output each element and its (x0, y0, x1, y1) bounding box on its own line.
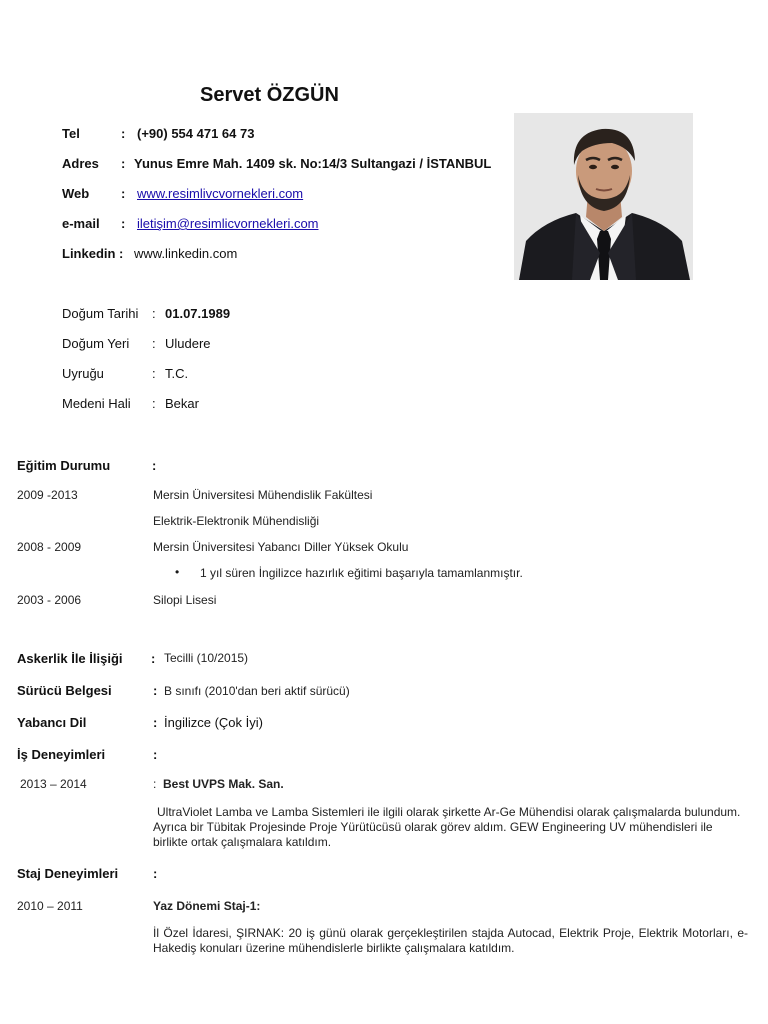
language-label: Yabancı Dil (17, 715, 87, 730)
contact-tel-value: (+90) 554 471 64 73 (137, 126, 255, 141)
education-years-2: 2008 - 2009 (17, 540, 82, 554)
language-value: İngilizce (Çok İyi) (164, 715, 263, 730)
internship-label: Staj Deneyimleri (17, 866, 119, 881)
experience-label: İş Deneyimleri (17, 747, 106, 762)
education-heading: Eğitim Durumu (17, 458, 111, 473)
birth-place-label: Doğum Yeri (62, 336, 130, 351)
contact-linkedin-label: Linkedin : (62, 246, 124, 261)
education-colon: : (152, 458, 157, 473)
web-link[interactable]: www.resimlivcvornekleri.com (137, 186, 304, 201)
education-years-1: 2009 -2013 (17, 488, 78, 502)
language-colon: : (153, 715, 158, 730)
education-school-1: Mersin Üniversitesi Mühendislik Fakültesi (153, 488, 373, 502)
military-value: Tecilli (10/2015) (164, 651, 249, 665)
nationality-label: Uyruğu (62, 366, 104, 381)
photo-eye-right (611, 165, 619, 169)
profile-photo-illustration (514, 113, 693, 280)
contact-email-label: e-mail (62, 216, 100, 231)
contact-address-label: Adres (62, 156, 99, 171)
bullet-icon: • (175, 565, 180, 579)
birth-date-label: Doğum Tarihi (62, 306, 139, 321)
marital-status-colon: : (152, 396, 156, 411)
internship-title: Yaz Dönemi Staj-1: (153, 899, 261, 913)
military-colon: : (151, 651, 156, 666)
birth-date-value: 01.07.1989 (165, 306, 231, 321)
cv-name: Servet ÖZGÜN (200, 84, 339, 106)
contact-email-colon: : (121, 216, 126, 231)
birth-place-colon: : (152, 336, 156, 351)
internship-description: İl Özel İdaresi, ŞIRNAK: 20 iş günü olarak gerçekleştirilen stajda Autocad, Elektrik Proje, Elektrik Motorları, e-Hakediş konuları üzerine mühendislerle birlikte çalışmalara katıldım. (153, 926, 748, 955)
marital-status-value: Bekar (165, 396, 199, 411)
education-school-3: Silopi Lisesi (153, 593, 217, 607)
birth-date-colon: : (152, 306, 156, 321)
driving-license-value: B sınıfı (2010'dan beri aktif sürücü) (164, 684, 350, 698)
photo-eye-left (589, 165, 597, 169)
nationality-colon: : (152, 366, 156, 381)
internship-colon: : (153, 866, 158, 881)
driving-license-colon: : (153, 683, 158, 698)
experience-description: UltraViolet Lamba ve Lamba Sistemleri ile ilgili olarak şirkette Ar-Ge Mühendisi olarak çalışmalarda bulundum. Ayrıca bir Tübitak Projesinde Proje Yürütücüsü olarak görev aldım. GEW Engineering UV mühendisleri ile birlikte ortak çalışmalara katıldım. (153, 805, 741, 849)
contact-web-label: Web (62, 186, 90, 201)
education-bullet-text: 1 yıl süren İngilizce hazırlık eğitimi başarıyla tamamlanmıştır. (200, 566, 523, 580)
experience-company-colon: : (153, 777, 157, 791)
education-years-3: 2003 - 2006 (17, 593, 82, 607)
contact-web-colon: : (121, 186, 126, 201)
nationality-value: T.C. (165, 366, 189, 381)
driving-license-label: Sürücü Belgesi (17, 683, 112, 698)
education-department-1: Elektrik-Elektronik Mühendisliği (153, 514, 320, 528)
marital-status-label: Medeni Hali (62, 396, 131, 411)
experience-years: 2013 – 2014 (20, 777, 87, 791)
experience-colon: : (153, 747, 158, 762)
contact-address-colon: : (121, 156, 126, 171)
profile-photo (514, 113, 693, 280)
contact-linkedin-value: www.linkedin.com (134, 246, 238, 261)
contact-tel-label: Tel (62, 126, 80, 141)
email-link[interactable]: iletişim@resimlicvornekleri.com (137, 216, 319, 231)
experience-company: Best UVPS Mak. San. (163, 777, 284, 791)
internship-years: 2010 – 2011 (17, 899, 83, 913)
education-school-2: Mersin Üniversitesi Yabancı Diller Yüksek Okulu (153, 540, 409, 554)
contact-address-value: Yunus Emre Mah. 1409 sk. No:14/3 Sultangazi / İSTANBUL (134, 156, 492, 171)
military-label: Askerlik İle İlişiği (17, 651, 123, 666)
contact-tel-colon: : (121, 126, 126, 141)
birth-place-value: Uludere (165, 336, 211, 351)
